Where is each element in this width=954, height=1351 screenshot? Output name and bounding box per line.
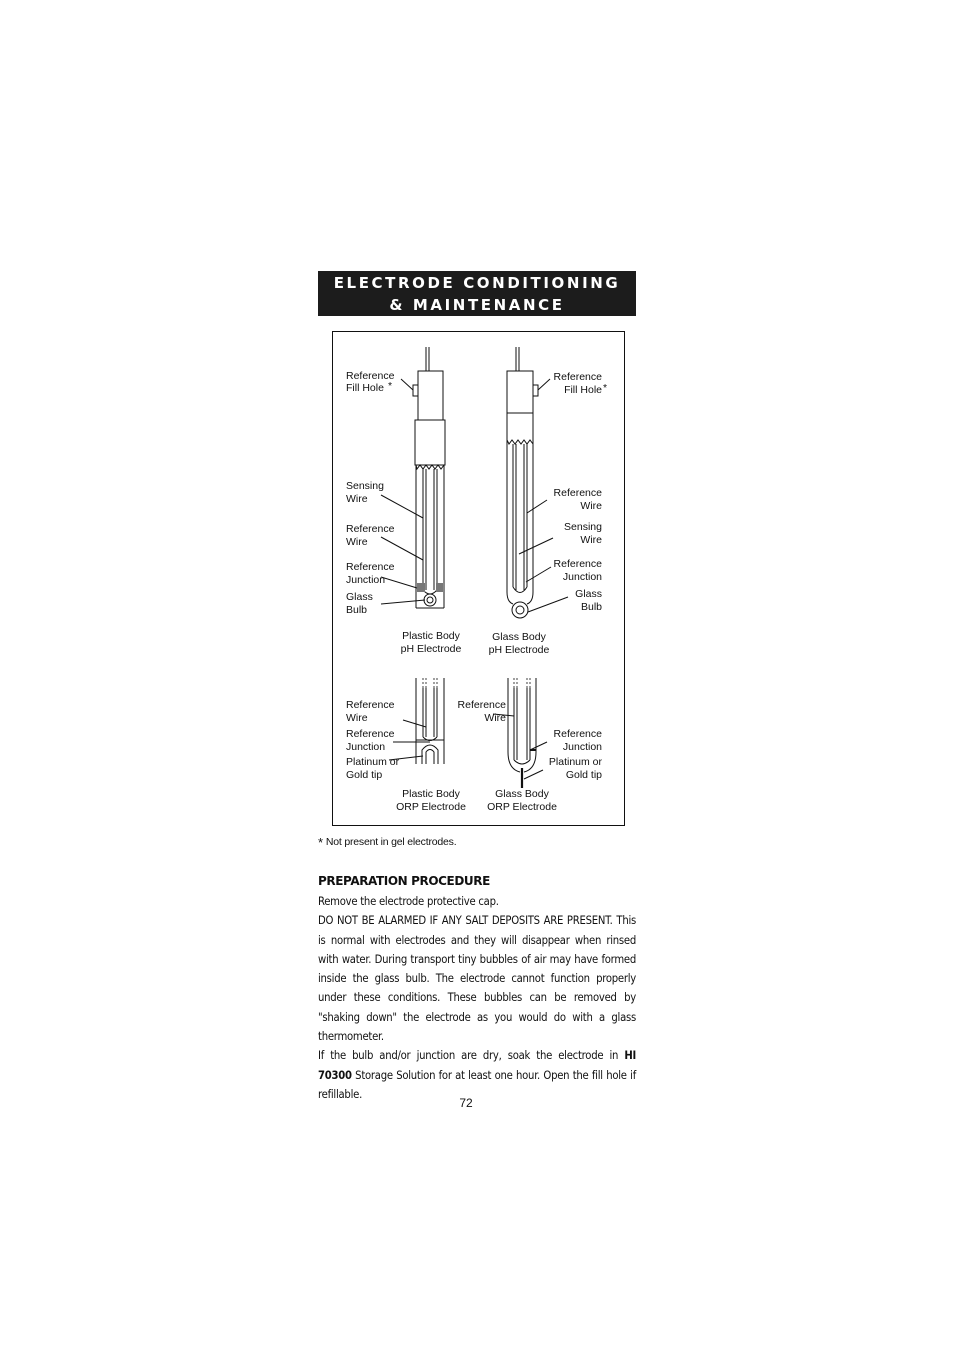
gel-electrode-footnote [318,835,456,850]
preparation-procedure-heading: PREPARATION PROCEDURE [318,874,490,888]
label-leader-lines [381,379,568,779]
glass-ph-fill-hole-asterisk: * [603,382,608,394]
glass-orp-electrode-drawing [508,678,536,788]
procedure-paragraph-2: DO NOT BE ALARMED IF ANY SALT DEPOSITS ARE PRESENT. This is normal with electrodes and they will disappear when rinsed with water. During transport tiny bubbles of air may have formed inside the glass bulb. The electrode cannot function properly under these conditions. These bubbles can be removed by "shaking down" the electrode as you would do with a glass thermometer. [318,914,636,1044]
plastic-ph-caption-2: pH Electrode [400,643,462,655]
glass-ph-caption-2: pH Electrode [488,644,550,656]
plastic-ph-fill-hole-asterisk: * [388,380,393,392]
plastic-orp-tip-label-1: Platinum or [346,756,400,768]
plastic-orp-caption-1: Plastic Body [402,788,460,800]
plastic-ph-reference-wire-label-2: Wire [346,536,368,548]
plastic-orp-reference-junction-label-1: Reference [346,728,395,740]
plastic-orp-reference-junction-label-2: Junction [346,741,386,753]
plastic-ph-caption-1: Plastic Body [402,630,460,642]
glass-orp-caption-1: Glass Body [495,788,549,800]
electrode-diagram [332,331,625,826]
footnote-asterisk: * [318,835,323,850]
plastic-orp-caption-2: ORP Electrode [396,801,466,813]
section-title-line1: ELECTRODE CONDITIONING [333,274,621,292]
glass-ph-glass-bulb-label-2: Bulb [580,601,602,613]
glass-ph-reference-junction-label-2: Junction [562,571,602,583]
storage-solution-code: HI 70300 [318,1049,636,1082]
plastic-ph-electrode-drawing [413,347,445,608]
glass-orp-reference-junction-label-1: Reference [553,728,602,740]
glass-ph-sensing-wire-label-2: Wire [580,534,602,546]
glass-ph-reference-wire-label-2: Wire [580,500,602,512]
glass-ph-fill-hole-label-2: Fill Hole [564,384,602,396]
procedure-paragraph-1: Remove the electrode protective cap. [318,895,499,908]
footnote-text: Not present in gel electrodes. [325,836,457,848]
plastic-ph-fill-hole-label-2: Fill Hole [346,382,384,394]
glass-orp-reference-junction-label-2: Junction [562,741,602,753]
page-number: 72 [459,1096,473,1110]
plastic-ph-reference-junction-label-2: Junction [346,574,386,586]
glass-ph-glass-bulb-label-1: Glass [575,588,602,600]
procedure-paragraph-3-text-a: If the bulb and/or junction are dry, soak the electrode in [318,1049,625,1063]
glass-ph-sensing-wire-label-1: Sensing [564,521,602,533]
plastic-ph-reference-wire-label-1: Reference [346,523,395,535]
section-title-banner [318,271,636,316]
glass-ph-reference-wire-label-1: Reference [553,487,602,499]
electrode-diagram-svg [333,332,626,827]
plastic-ph-sensing-wire-label-2: Wire [346,493,368,505]
plastic-orp-electrode-drawing [416,678,444,764]
plastic-ph-glass-bulb-label-1: Glass [346,591,373,603]
glass-ph-reference-junction-label-1: Reference [553,558,602,570]
glass-orp-reference-wire-label-2: Wire [484,712,506,724]
glass-orp-reference-wire-label-1: Reference [457,699,506,711]
glass-orp-tip-label-1: Platinum or [548,756,602,768]
plastic-ph-sensing-wire-label-1: Sensing [346,480,384,492]
glass-ph-caption-1: Glass Body [492,631,546,643]
section-title-line2: & MAINTENANCE [389,296,565,314]
plastic-orp-tip-label-2: Gold tip [346,769,383,781]
plastic-ph-reference-junction-label-1: Reference [346,561,395,573]
glass-ph-fill-hole-label-1: Reference [553,371,602,383]
glass-orp-tip-label-2: Gold tip [565,769,602,781]
preparation-procedure-body [318,892,636,1104]
plastic-orp-reference-wire-label-2: Wire [346,712,368,724]
plastic-ph-glass-bulb-label-2: Bulb [346,604,368,616]
plastic-orp-reference-wire-label-1: Reference [346,699,395,711]
procedure-paragraph-3-text-b: Storage Solution for at least one hour. Open the fill hole if refillable. [318,1068,636,1101]
plastic-ph-fill-hole-label-1: Reference [346,370,395,382]
glass-orp-caption-2: ORP Electrode [487,801,557,813]
